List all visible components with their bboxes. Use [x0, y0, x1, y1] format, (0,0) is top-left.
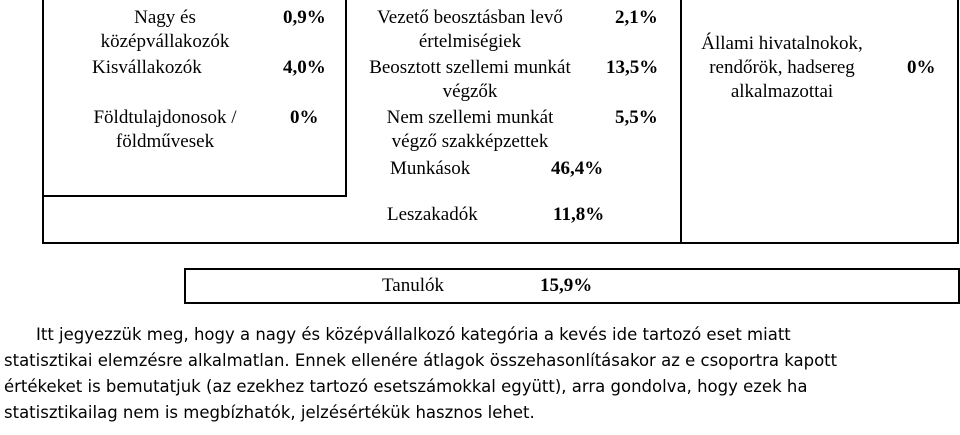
cell-nagy-value: 0,9%	[283, 7, 326, 28]
cell-leszakadok-value: 11,8%	[553, 204, 605, 225]
note-line-1: Itt jegyezzük meg, hogy a nagy és középvállalkozó kategória a kevés ide tartozó eset miatt	[36, 325, 791, 344]
cell-kis-value: 4,0%	[283, 57, 326, 78]
tanulok-value: 15,9%	[540, 275, 593, 296]
note-line-4: statisztikailag nem is megbízhatók, jelzésértékük hasznos lehet.	[4, 403, 535, 422]
cell-fold-label-2: földművesek	[115, 131, 215, 152]
cell-vezeto-label-2: értelmiségiek	[418, 31, 522, 52]
cell-nemszellemi-label-1: Nem szellemi munkát	[386, 107, 554, 128]
note-line-3: értékeket is bemutatjuk (az ezekhez tartozó esetszámokkal együtt), arra gondolva, hogy ezek ha	[4, 377, 808, 396]
cell-nemszellemi-value: 5,5%	[615, 107, 658, 128]
cell-allami-value: 0%	[907, 57, 936, 78]
cell-allami-label-1: Állami hivatalnokok,	[701, 33, 863, 54]
table-divider-1	[345, 0, 347, 196]
cell-kis-label: Kisvállakozók	[92, 57, 202, 78]
cell-nemszellemi-label-2: végző szakképzettek	[391, 131, 549, 152]
tanulok-label: Tanulók	[382, 275, 444, 296]
cell-beosztott-label-2: végzők	[442, 81, 498, 102]
cell-nagy-label-2: középvállakozók	[100, 31, 230, 52]
cell-leszakadok-label: Leszakadók	[387, 204, 478, 225]
cell-allami-label-3: alkalmazottai	[730, 81, 834, 102]
cell-fold-label-1: Földtulajdonosok /	[93, 107, 237, 128]
cell-munkasok-value: 46,4%	[551, 158, 604, 179]
cell-beosztott-value: 13,5%	[606, 57, 659, 78]
table-divider-bottom-left	[42, 195, 347, 197]
note-paragraph	[4, 322, 956, 426]
cell-fold-value: 0%	[290, 107, 319, 128]
cell-munkasok-label: Munkások	[390, 158, 471, 179]
cell-vezeto-value: 2,1%	[615, 7, 658, 28]
cell-nagy-label-1: Nagy és	[134, 7, 196, 28]
note-line-2: statisztikai elemzésre alkalmatlan. Ennek ellenére átlagok összehasonlításakor az e csoportra kapott	[4, 351, 838, 370]
cell-beosztott-label-1: Beosztott szellemi munkát	[369, 57, 571, 78]
cell-allami-label-2: rendőrök, hadsereg	[709, 57, 855, 78]
cell-vezeto-label-1: Vezető beosztásban levő	[377, 7, 563, 28]
